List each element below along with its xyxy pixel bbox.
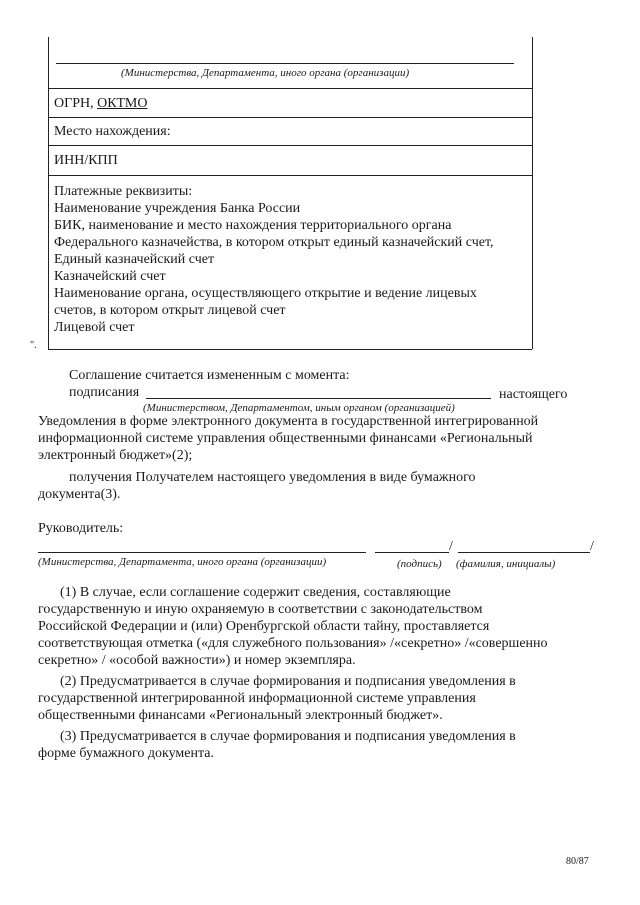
footnote-line: (1) В случае, если соглашение содержит сведения, составляющие — [60, 585, 451, 600]
text-line: электронный бюджет»(2); — [38, 448, 193, 463]
slash-separator: / — [449, 539, 453, 554]
table-row-divider — [48, 88, 532, 89]
payment-line: Наименование органа, осуществляющего открытие и ведение лицевых — [54, 286, 477, 301]
ogrn-text: ОГРН, — [54, 96, 98, 111]
text-line: Уведомления в форме электронного документа в государственной интегрированной — [38, 414, 539, 429]
oktmo-text: ОКТМО — [97, 96, 148, 111]
agreement-changed-text: Соглашение считается измененным с момента: — [69, 368, 350, 383]
payment-requisites-block — [54, 183, 528, 336]
page-number: 80/87 — [566, 856, 589, 867]
present-word: настоящего — [499, 387, 568, 402]
signing-fill-line — [146, 398, 491, 399]
signature-fill-line — [375, 552, 449, 553]
slash-separator: / — [590, 539, 594, 554]
payment-line: Федерального казначейства, в котором открыт единый казначейский счет, — [54, 235, 494, 250]
table-row-divider — [48, 117, 532, 118]
head-label: Руководитель: — [38, 521, 124, 536]
name-caption: (фамилия, инициалы) — [456, 558, 556, 570]
head-org-caption: (Министерства, Департамента, иного органа (организации) — [38, 556, 327, 568]
footnote-line: (2) Предусматривается в случае формирования и подписания уведомления в — [60, 674, 516, 689]
org-name-caption: (Министерства, Департамента, иного органа (организации) — [121, 67, 410, 79]
text-line: информационной системе управления общественными финансами «Региональный — [38, 431, 533, 446]
footnote-line: форме бумажного документа. — [38, 746, 214, 761]
footnote-line: соответствующая отметка («для служебного пользования» /«секретно» /«совершенно — [38, 636, 548, 651]
table-border-right — [532, 37, 533, 349]
footnote-3 — [38, 728, 596, 762]
head-org-fill-line — [38, 552, 366, 553]
table-border-left — [48, 37, 49, 349]
signature-caption: (подпись) — [397, 558, 442, 570]
footnote-line: государственную и иную охраняемую в соответствии с законодательством — [38, 602, 483, 617]
footnote-2 — [38, 673, 596, 724]
table-border-bottom — [48, 349, 532, 350]
payment-line: Наименование учреждения Банка России — [54, 201, 301, 216]
receipt-line: получения Получателем настоящего уведомления в виде бумажного — [69, 470, 476, 485]
payment-line: Единый казначейский счет — [54, 252, 215, 267]
notification-continuation — [38, 413, 596, 464]
payment-line: БИК, наименование и место нахождения территориального органа — [54, 218, 452, 233]
payment-line: Казначейский счет — [54, 269, 166, 284]
footnote-line: общественными финансами «Региональный электронный бюджет». — [38, 708, 443, 723]
table-row-divider — [48, 175, 532, 176]
org-name-fill-line — [56, 63, 514, 64]
footnote-line: государственной интегрированной информационной системе управления — [38, 691, 476, 706]
receipt-line: документа(3). — [38, 487, 121, 502]
footnote-line: Российской Федерации и (или) Оренбургской области тайну, проставляется — [38, 619, 490, 634]
footnote-1 — [38, 584, 596, 669]
payment-line: Платежные реквизиты: — [54, 184, 193, 199]
signing-org-caption: (Министерством, Департаментом, иным органом (организацией) — [143, 402, 455, 414]
table-row-divider — [48, 145, 532, 146]
location-label: Место нахождения: — [54, 124, 171, 139]
footnote-line: секретно» / «особой важности») и номер экземпляра. — [38, 653, 356, 668]
signing-word: подписания — [69, 385, 140, 400]
inn-kpp-label: ИНН/КПП — [54, 153, 118, 168]
footnote-line: (3) Предусматривается в случае формирования и подписания уведомления в — [60, 729, 516, 744]
closing-quote-mark: ". — [30, 340, 37, 351]
payment-line: Лицевой счет — [54, 320, 135, 335]
payment-line: счетов, в котором открыт лицевой счет — [54, 303, 286, 318]
ogrn-oktmo-label — [54, 95, 147, 112]
name-fill-line — [458, 552, 590, 553]
